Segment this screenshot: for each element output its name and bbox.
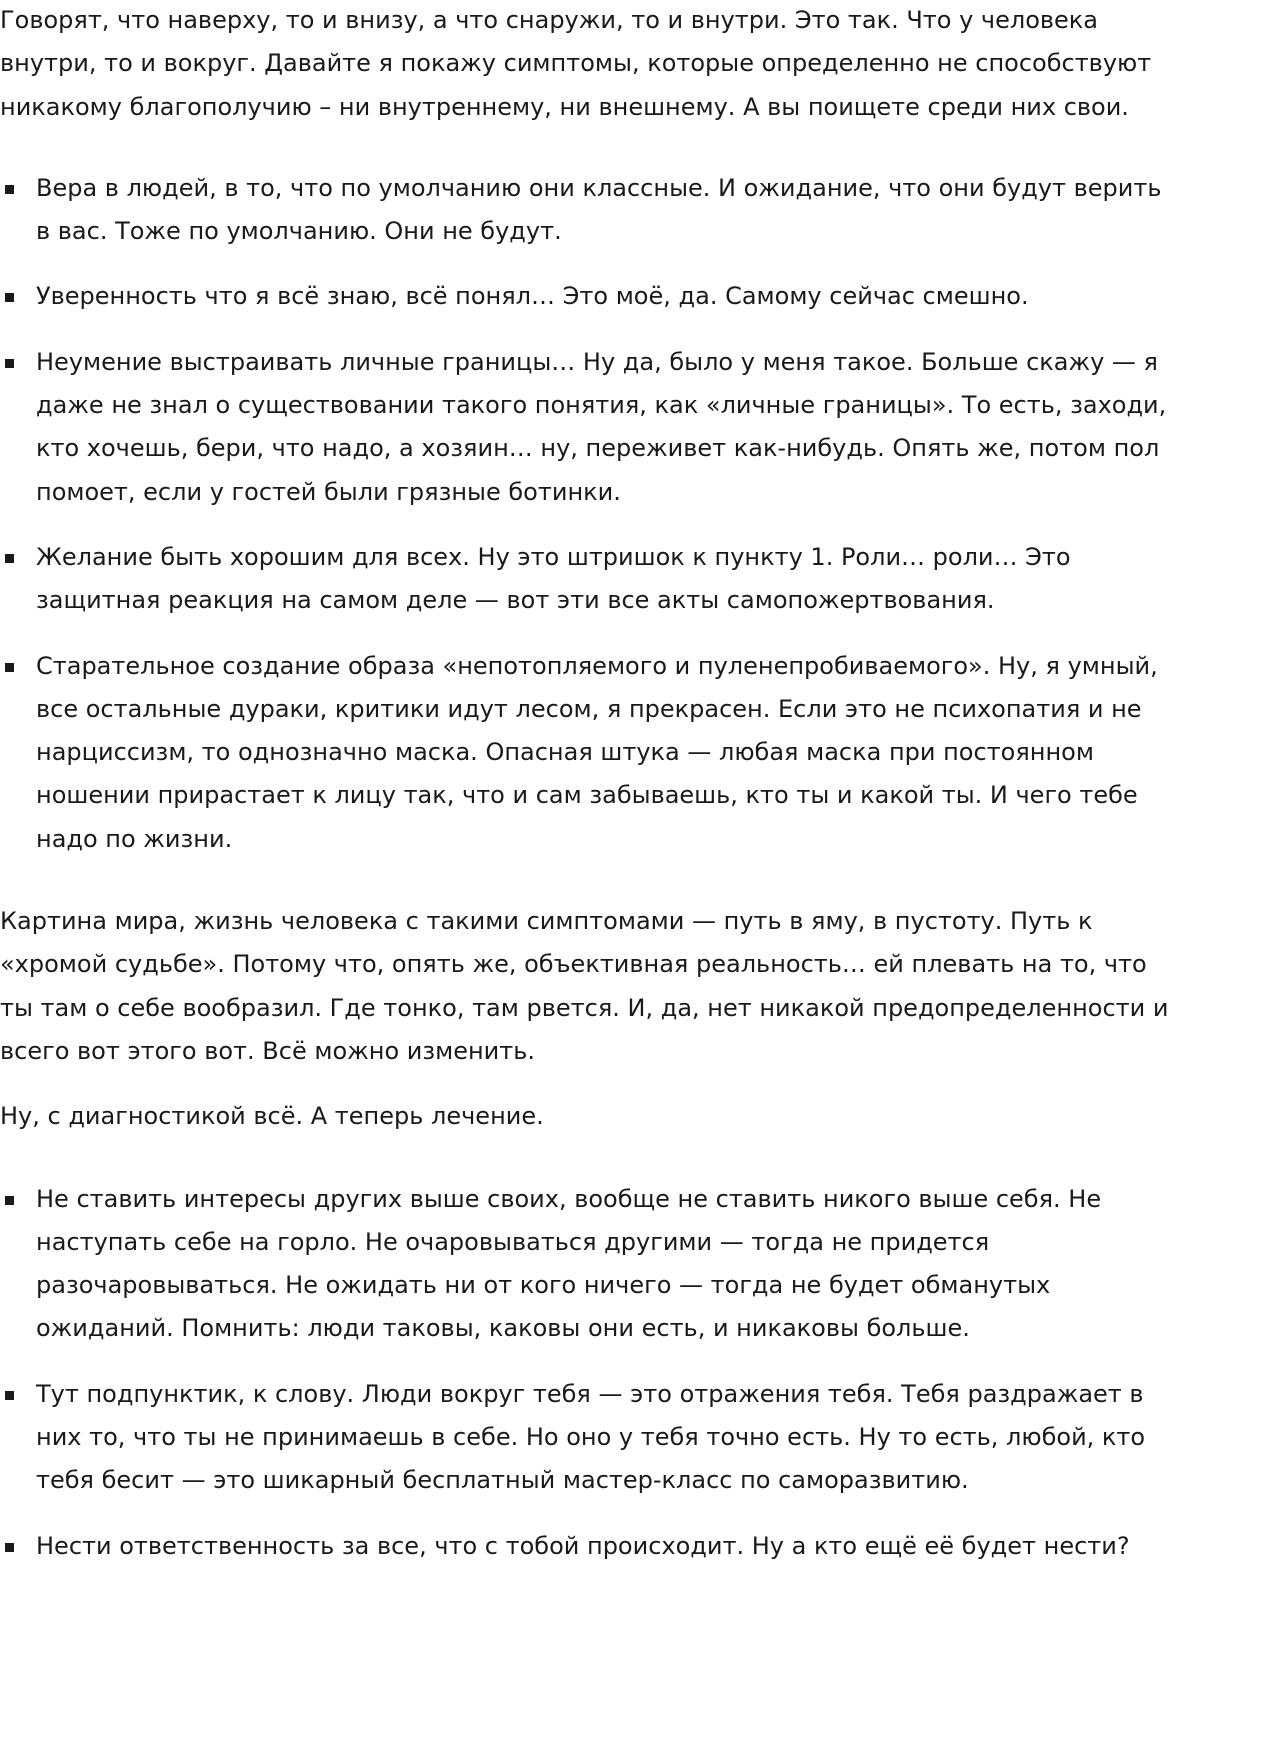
text-line: все остальные дураки, критики идут лесом, я прекрасен. Если это не психопатия и не xyxy=(36,694,1142,723)
bullet-square-icon xyxy=(5,293,14,302)
treatment-list xyxy=(0,1178,1270,1568)
text-line: никакому благополучию – ни внутреннему, ни внешнему. А вы поищете среди них свои. xyxy=(0,92,1129,121)
worldview-paragraph xyxy=(0,900,1270,1073)
list-item xyxy=(0,1178,1270,1351)
bullet-square-icon xyxy=(5,359,14,368)
text-line: Тут подпунктик, к слову. Люди вокруг тебя — это отражения тебя. Тебя раздражает в xyxy=(36,1379,1144,1408)
text-line: Вера в людей, в то, что по умолчанию они классные. И ожидание, что они будут верить xyxy=(36,173,1162,202)
text-line: наступать себе на горло. Не очаровываться другими — тогда не придется xyxy=(36,1227,990,1256)
bullet-square-icon xyxy=(5,1391,14,1400)
bullet-square-icon xyxy=(5,554,14,563)
text-line: Говорят, что наверху, то и внизу, а что снаружи, то и внутри. Это так. Что у человека xyxy=(0,6,1099,34)
text-line: «хромой судьбе». Потому что, опять же, объективная реальность… ей плевать на то, что xyxy=(0,950,1147,979)
intro-paragraph xyxy=(0,0,1270,129)
text-line: внутри, то и вокруг. Давайте я покажу симптомы, которые определенно не способствуют xyxy=(0,49,1152,78)
text-line: Нести ответственность за все, что с тобой происходит. Ну а кто ещё её будет нести? xyxy=(36,1531,1130,1560)
text-line: нарциссизм, то однозначно маска. Опасная штука — любая маска при постоянном xyxy=(36,738,1094,767)
text-line: Желание быть хорошим для всех. Ну это штришок к пункту 1. Роли… роли… Это xyxy=(36,542,1071,571)
text-line: кто хочешь, бери, что надо, а хозяин… ну, переживет как-нибудь. Опять же, потом пол xyxy=(36,434,1160,463)
text-line: даже не знал о существовании такого понятия, как «личные границы». То есть, заходи, xyxy=(36,391,1167,420)
bullet-square-icon xyxy=(5,663,14,672)
text-line: Старательное создание образа «непотопляемого и пуленепробиваемого». Ну, я умный, xyxy=(36,651,1158,680)
list-item xyxy=(0,1373,1270,1503)
text-line: помоет, если у гостей были грязные ботинки. xyxy=(36,477,621,506)
list-item xyxy=(0,645,1270,861)
list-item xyxy=(0,275,1270,318)
text-line: защитная реакция на самом деле — вот эти все акты самопожертвования. xyxy=(36,586,995,615)
text-line: тебя бесит — это шикарный бесплатный мастер-класс по саморазвитию. xyxy=(36,1466,969,1495)
list-item xyxy=(0,341,1270,514)
text-line: Неумение выстраивать личные границы… Ну да, было у меня такое. Больше скажу — я xyxy=(36,347,1158,376)
text-line: них то, что ты не принимаешь в себе. Но оно у тебя точно есть. Ну то есть, любой, кто xyxy=(36,1423,1146,1452)
text-line: в вас. Тоже по умолчанию. Они не будут. xyxy=(36,217,562,246)
text-line: Ну, с диагностикой всё. А теперь лечение. xyxy=(0,1102,544,1131)
text-line: всего вот этого вот. Всё можно изменить. xyxy=(0,1036,536,1065)
text-line: разочаровываться. Не ожидать ни от кого ничего — тогда не будет обманутых xyxy=(36,1271,1051,1300)
symptoms-list xyxy=(0,167,1270,861)
text-line: ношении прирастает к лицу так, что и сам забываешь, кто ты и какой ты. И чего тебе xyxy=(36,781,1138,810)
bullet-square-icon xyxy=(5,185,14,194)
text-line: ты там о себе вообразил. Где тонко, там рвется. И, да, нет никакой предопределенности и xyxy=(0,993,1169,1022)
bullet-square-icon xyxy=(5,1196,14,1205)
text-line: надо по жизни. xyxy=(36,824,233,853)
text-line: Картина мира, жизнь человека с такими симптомами — путь в яму, в пустоту. Путь к xyxy=(0,907,1093,936)
text-line: Не ставить интересы других выше своих, вообще не ставить никого выше себя. Не xyxy=(36,1184,1102,1213)
bullet-square-icon xyxy=(5,1543,14,1552)
list-item xyxy=(0,167,1270,254)
text-line: Уверенность что я всё знаю, всё понял… Это моё, да. Самому сейчас смешно. xyxy=(36,282,1029,311)
text-line: ожиданий. Помнить: люди таковы, каковы они есть, и никаковы больше. xyxy=(36,1314,970,1343)
transition-paragraph xyxy=(0,1095,1270,1138)
list-item xyxy=(0,536,1270,623)
list-item xyxy=(0,1525,1270,1568)
